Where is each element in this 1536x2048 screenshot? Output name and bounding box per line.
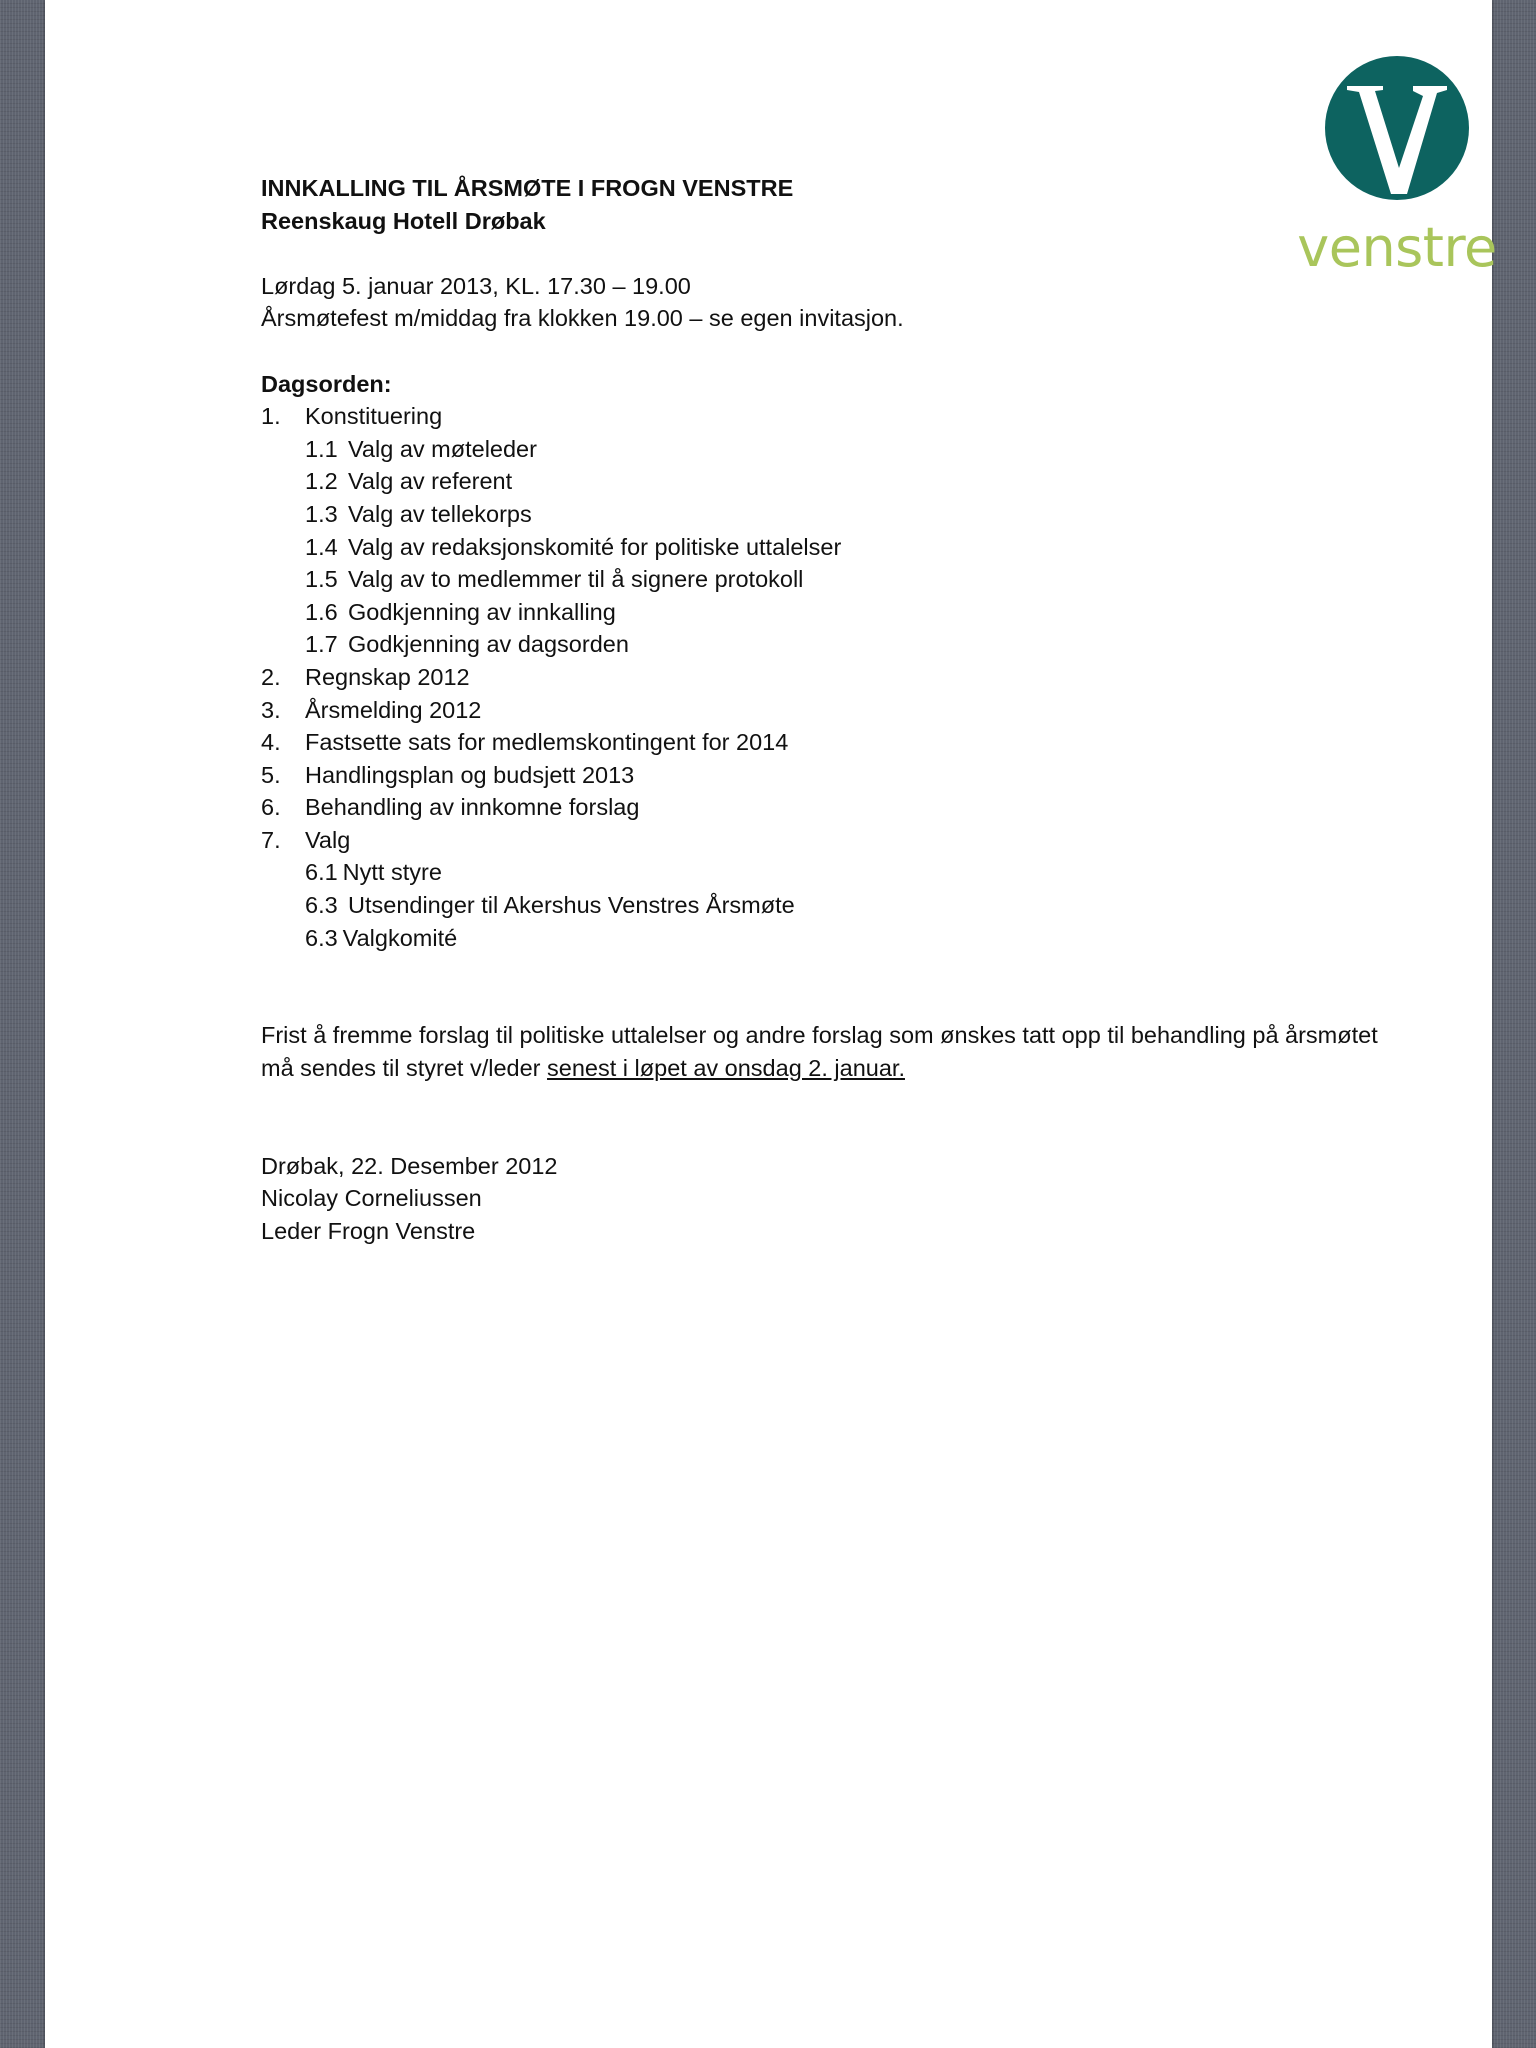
date-time: Lørdag 5. januar 2013, KL. 17.30 – 19.00: [261, 272, 691, 299]
agenda-item-label: Regnskap 2012: [305, 663, 470, 690]
agenda-subitem-label: Valg av tellekorps: [348, 500, 532, 527]
agenda-subitem-label: Valg av to medlemmer til å signere protokoll: [348, 566, 804, 593]
agenda-subitem-number: 1.6: [305, 598, 338, 625]
agenda-subitem-number: 1.7: [305, 631, 338, 658]
agenda-subitem: [261, 889, 1391, 922]
agenda-subitem-label: Utsendinger til Akershus Venstres Årsmøte: [348, 892, 795, 919]
agenda-subitem-number: 1.1: [305, 435, 338, 462]
agenda-subitem: [261, 628, 1391, 661]
agenda-subitem-number: 1.4: [305, 533, 338, 560]
agenda-subitem-number: 1.2: [305, 468, 338, 495]
agenda-item-number: 5.: [261, 761, 281, 788]
agenda-item-number: 6.: [261, 794, 281, 821]
agenda-item-number: 2.: [261, 663, 281, 690]
agenda-item: [261, 759, 1391, 792]
agenda-subitem: [261, 596, 1391, 629]
agenda-subitem-number: 6.3: [305, 892, 338, 919]
agenda-item-number: 3.: [261, 696, 281, 723]
agenda-item: [261, 694, 1391, 727]
agenda-subitem-number: 1.3: [305, 500, 338, 527]
agenda-subitem-label: Nytt styre: [342, 859, 442, 886]
document-body: [261, 172, 1391, 1248]
agenda-subitem: [261, 563, 1391, 596]
venstre-wordmark: venstre: [1297, 216, 1497, 279]
agenda-subitem-label: Valgkomité: [342, 924, 458, 951]
agenda-item-label: Behandling av innkomne forslag: [305, 794, 640, 821]
agenda-item-number: 1.: [261, 403, 281, 430]
agenda-subitem-number: 6.3: [305, 924, 338, 951]
agenda-item-label: Fastsette sats for medlemskontingent for 2014: [305, 729, 789, 756]
agenda-subitem: [261, 433, 1391, 466]
agenda-item: [261, 661, 1391, 694]
agenda-item-number: 7.: [261, 826, 281, 853]
document-title: INNKALLING TIL ÅRSMØTE I FROGN VENSTRE: [261, 175, 794, 201]
agenda-item-label: Konstituering: [305, 403, 443, 430]
signature-name: Nicolay Corneliussen: [261, 1185, 482, 1212]
deadline-paragraph: [261, 1019, 1391, 1084]
agenda-subitem-label: Valg av referent: [348, 468, 513, 495]
agenda-item: [261, 791, 1391, 824]
agenda-subitem-label: Valg av redaksjonskomité for politiske uttalelser: [348, 533, 842, 560]
agenda-item: [261, 400, 1391, 433]
agenda-heading: Dagsorden:: [261, 370, 392, 397]
venue: Reenskaug Hotell Drøbak: [261, 207, 546, 234]
agenda-subitem-number: 6.1: [305, 859, 338, 886]
agenda-item-label: Handlingsplan og budsjett 2013: [305, 761, 635, 788]
agenda-item: [261, 726, 1391, 759]
party-note: Årsmøtefest m/middag fra klokken 19.00 – se egen invitasjon.: [261, 305, 904, 332]
agenda-item: [261, 824, 1391, 857]
agenda-subitem: [261, 922, 1391, 955]
agenda-subitem: [261, 498, 1391, 531]
signature-place-date: Drøbak, 22. Desember 2012: [261, 1152, 558, 1179]
agenda-subitem: [261, 856, 1391, 889]
agenda-item-number: 4.: [261, 729, 281, 756]
agenda-subitem-label: Godkjenning av innkalling: [348, 598, 616, 625]
deadline-emphasis: senest i løpet av onsdag 2. januar.: [547, 1055, 905, 1082]
deadline-text: Frist å fremme forslag til politiske uttalelser og andre forslag som ønskes tatt opp til behandling på årsmøtet må sendes til styret v/leder: [261, 1022, 1378, 1082]
document-page: [45, 0, 1497, 2048]
agenda-subitem-label: Godkjenning av dagsorden: [348, 631, 629, 658]
agenda-subitem-label: Valg av møteleder: [348, 435, 537, 462]
signature-role: Leder Frogn Venstre: [261, 1218, 476, 1244]
agenda-item-label: Årsmelding 2012: [305, 696, 482, 723]
agenda-subitem: [261, 531, 1391, 564]
agenda-subitem-number: 1.5: [305, 566, 338, 593]
agenda-subitem: [261, 465, 1391, 498]
agenda-item-label: Valg: [305, 826, 351, 853]
